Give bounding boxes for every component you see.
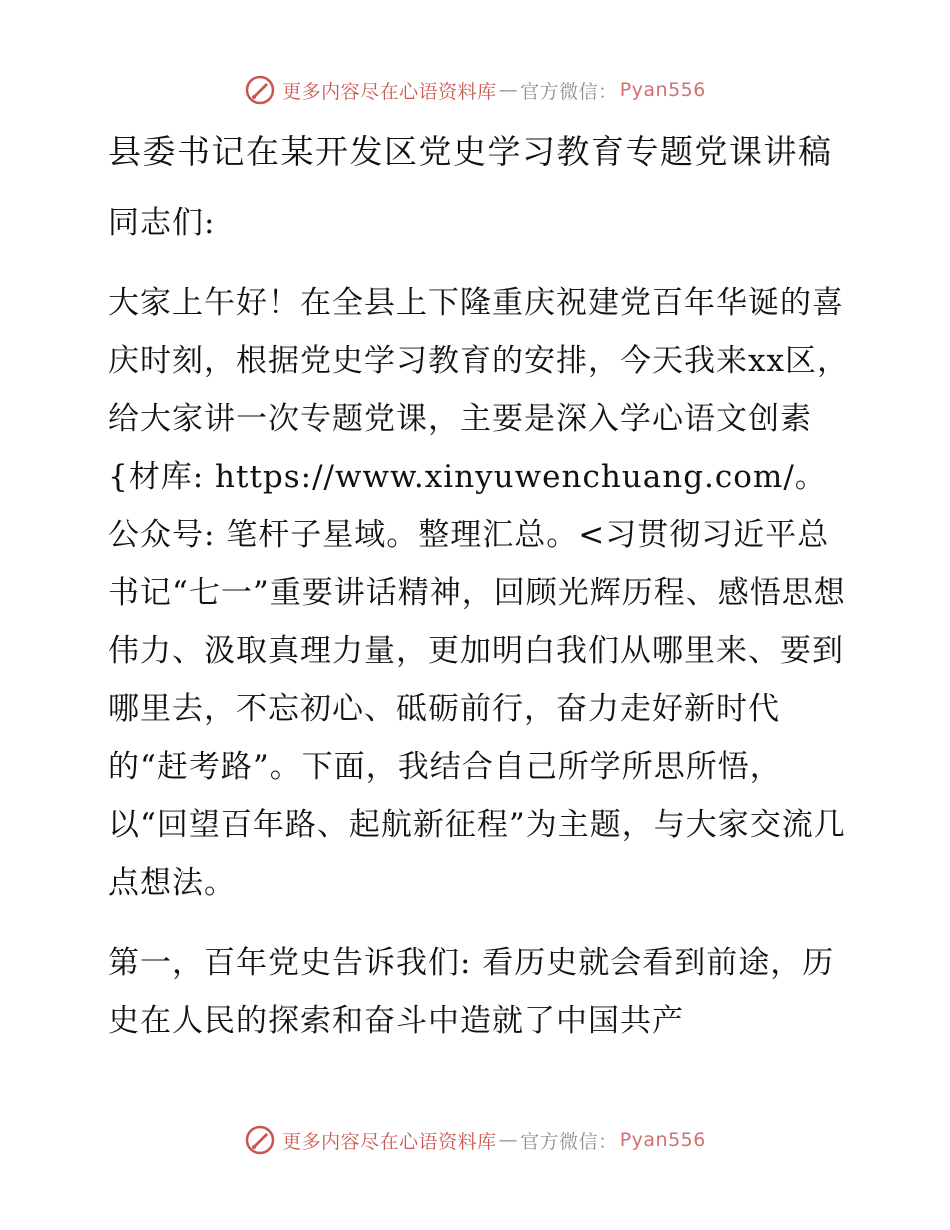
banner-text: 更多内容尽在心语资料库 [282,1130,497,1153]
pen-seal-logo-icon [244,1124,276,1156]
banner-wechat-label: 官方微信： [520,80,618,103]
banner-wechat-id: Pyan556 [619,1129,706,1151]
banner-separator: — [498,79,519,101]
banner-wechat-id: Pyan556 [619,79,706,101]
banner-text: 更多内容尽在心语资料库 [282,80,497,103]
salutation: 同志们: [108,205,216,241]
banner-separator: — [498,1129,519,1151]
paragraph-1: 大家上午好！在全县上下隆重庆祝建党百年华诞的喜庆时刻，根据党史学习教育的安排，今天我来xx区，给大家讲一次专题党课，主要是深入学心语文创素{材库: https://www.xinyuwenchuang.com/。公众号: 笔杆子星域。整理汇总。<习贯彻习近平总书记“七一”重要讲话精神，回顾光辉历程、感悟思想伟力、汲取真理力量，更加明白我们从哪里来、要到哪里去，不忘初心、砥砺前行，奋力走好新时代的“赶考路”。下面，我结合自己所学所思所悟，以“回望百年路、起航新征程”为主题，与大家交流几点想法。 [108,285,849,901]
document-title: 县委书记在某开发区党史学习教育专题党课讲稿 [108,132,833,171]
paragraph-2: 第一，百年党史告诉我们: 看历史就会看到前途，历史在人民的探索和奋斗中造就了中国共产 [108,945,835,1039]
pen-seal-logo-icon [244,74,276,106]
header-watermark-banner [0,70,950,110]
footer-watermark-banner [0,1120,950,1160]
document-page [98,120,858,1072]
banner-wechat-label: 官方微信： [520,1130,618,1153]
